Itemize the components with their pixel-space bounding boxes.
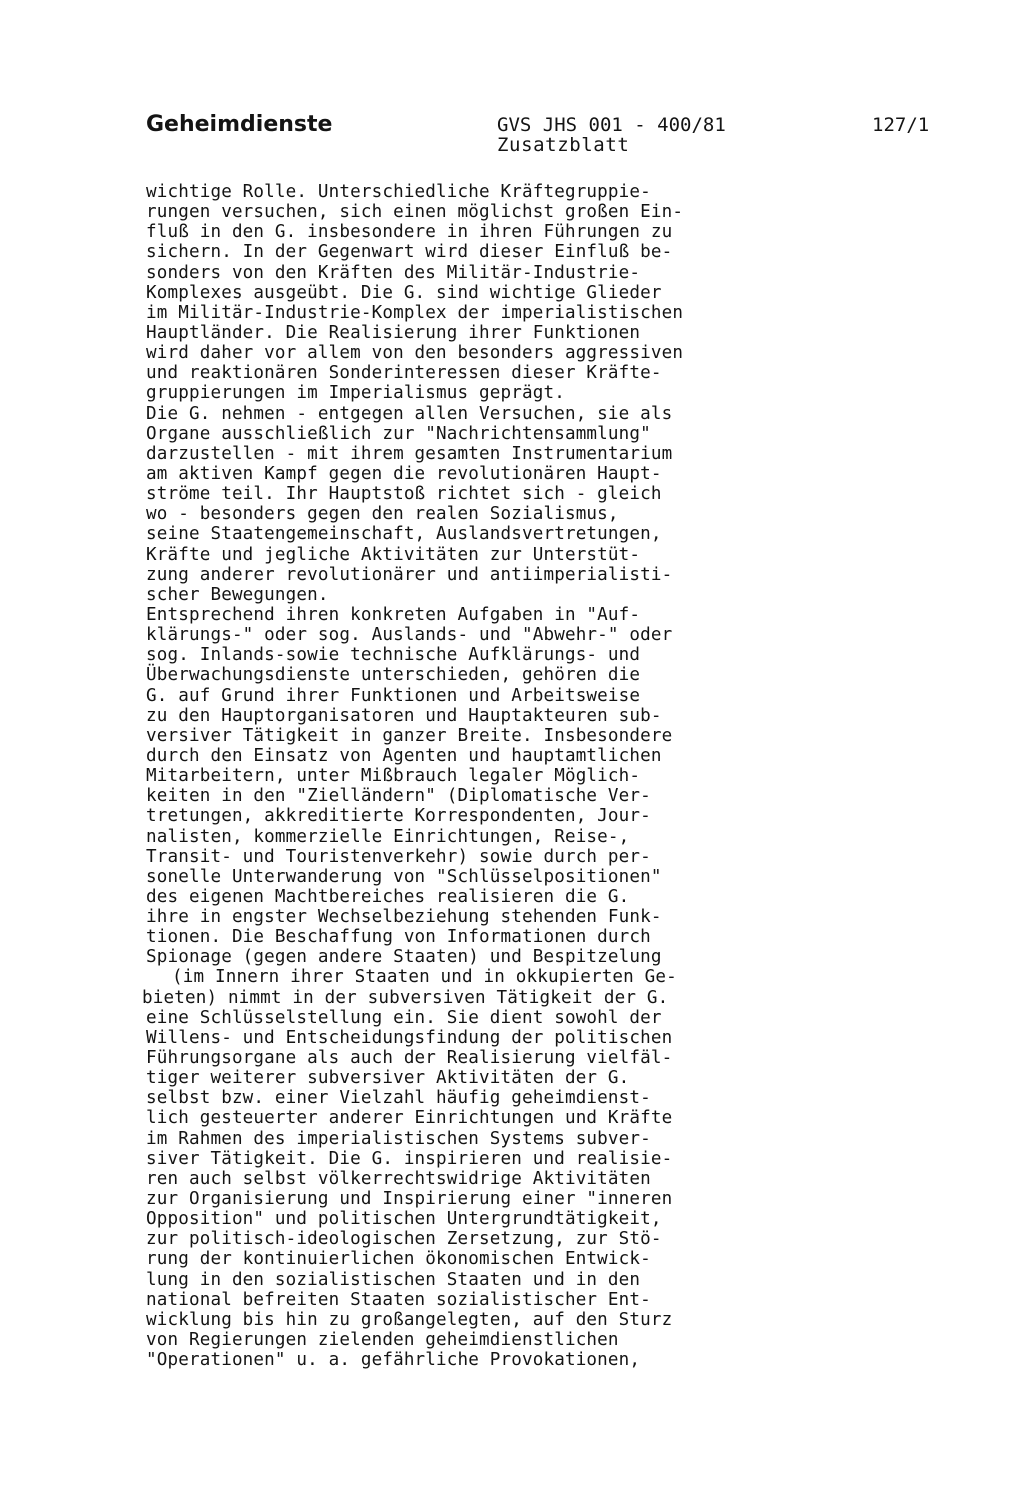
text-line: im Militär-Industrie-Komplex der imperialistischen (146, 302, 684, 323)
text-line: sog. Inlands-sowie technische Aufklärungs- und (146, 645, 641, 666)
text-line: sonelle Unterwanderung von "Schlüsselpositionen" (146, 866, 662, 887)
document-reference: GVS JHS 001 - 400/81 (497, 114, 726, 136)
text-line: ströme teil. Ihr Hauptstoß richtet sich - gleich (146, 484, 662, 505)
text-line: versiver Tätigkeit in ganzer Breite. Insbesondere (146, 725, 673, 746)
text-line: Transit- und Touristenverkehr) sowie durch per- (146, 846, 651, 867)
text-line: fluß in den G. insbesondere in ihren Führungen zu (146, 222, 673, 243)
text-line: siver Tätigkeit. Die G. inspirieren und realisie- (146, 1148, 673, 1169)
text-line: gruppierungen im Imperialismus geprägt. (146, 383, 565, 404)
text-line: am aktiven Kampf gegen die revolutionären Haupt- (146, 463, 662, 484)
text-line: ihre in engster Wechselbeziehung stehenden Funk- (146, 907, 662, 928)
text-line: Spionage (gegen andere Staaten) und Bespitzelung (146, 947, 662, 968)
text-line: klärungs-" oder sog. Auslands- und "Abwehr-" oder (146, 625, 673, 646)
text-line: Überwachungsdienste unterschieden, gehören die (146, 665, 641, 686)
text-line: Komplexes ausgeübt. Die G. sind wichtige Glieder (146, 282, 662, 303)
text-line: lung in den sozialistischen Staaten und in den (146, 1269, 641, 1290)
text-line: wo - besonders gegen den realen Sozialismus, (146, 504, 619, 525)
text-line: wichtige Rolle. Unterschiedliche Kräftegruppie- (146, 182, 651, 202)
body-text (142, 182, 786, 1371)
text-line: im Rahmen des imperialistischen Systems subver- (146, 1128, 651, 1149)
text-line: des eigenen Machtbereiches realisieren die G. (146, 886, 630, 907)
text-line: tretungen, akkreditierte Korrespondenten, Jour- (146, 806, 651, 827)
document-subtitle: Zusatzblatt (497, 134, 630, 156)
text-line: sonders von den Kräften des Militär-Industrie- (146, 262, 641, 283)
text-line: Organe ausschließlich zur "Nachrichtensammlung" (146, 423, 651, 444)
text-line: Die G. nehmen - entgegen allen Versuchen, sie als (146, 403, 673, 424)
text-line: zu den Hauptorganisatoren und Hauptakteuren sub- (146, 705, 662, 726)
text-line: (im Innern ihrer Staaten und in okkupierten Ge- (172, 967, 677, 988)
text-line: zung anderer revolutionärer und antiimperialisti- (146, 564, 673, 585)
page-number: 127/1 (872, 114, 930, 136)
text-line: sichern. In der Gegenwart wird dieser Einfluß be- (146, 242, 673, 263)
text-line: national befreiten Staaten sozialistischer Ent- (146, 1289, 651, 1310)
text-line: selbst bzw. einer Vielzahl häufig geheimdienst- (146, 1088, 651, 1109)
text-line: Kräfte und jegliche Aktivitäten zur Unterstüt- (146, 544, 641, 565)
text-line: von Regierungen zielenden geheimdienstlichen (146, 1330, 619, 1351)
text-line: Opposition" und politischen Untergrundtätigkeit, (146, 1209, 662, 1230)
text-line: zur politisch-ideologischen Zersetzung, zur Stö- (146, 1229, 662, 1250)
text-line: durch den Einsatz von Agenten und hauptamtlichen (146, 745, 662, 766)
text-line: scher Bewegungen. (146, 584, 329, 605)
text-line: rungen versuchen, sich einen möglichst großen Ein- (146, 202, 684, 223)
text-line: und reaktionären Sonderinteressen dieser Kräfte- (146, 363, 662, 384)
text-line: zur Organisierung und Inspirierung einer "inneren (146, 1189, 673, 1210)
text-line: "Operationen" u. a. gefährliche Provokationen, (146, 1350, 641, 1371)
text-line: Entsprechend ihren konkreten Aufgaben in "Auf- (146, 604, 641, 625)
text-line: seine Staatengemeinschaft, Auslandsvertretungen, (146, 524, 662, 545)
text-line: tionen. Die Beschaffung von Informationen durch (146, 927, 651, 948)
text-line: Willens- und Entscheidungsfindung der politischen (146, 1027, 673, 1048)
text-line: eine Schlüsselstellung ein. Sie dient sowohl der (146, 1007, 662, 1028)
text-line: darzustellen - mit ihrem gesamten Instrumentarium (146, 443, 673, 464)
text-line: tiger weiterer subversiver Aktivitäten der G. (146, 1068, 630, 1089)
text-line: keiten in den "Zielländern" (Diplomatische Ver- (146, 786, 651, 807)
text-line: wird daher vor allem von den besonders aggressiven (146, 343, 684, 364)
text-line: bieten) nimmt in der subversiven Tätigkeit der G. (142, 987, 669, 1008)
document-title: Geheimdienste (146, 112, 333, 137)
text-line: Hauptländer. Die Realisierung ihrer Funktionen (146, 322, 641, 343)
text-line: Führungsorgane als auch der Realisierung vielfäl- (146, 1048, 673, 1069)
text-line: wicklung bis hin zu großangelegten, auf den Sturz (146, 1309, 673, 1330)
text-line: lich gesteuerter anderer Einrichtungen und Kräfte (146, 1108, 673, 1129)
text-line: ren auch selbst völkerrechtswidrige Aktivitäten (146, 1168, 651, 1189)
text-line: nalisten, kommerzielle Einrichtungen, Reise-, (146, 826, 630, 847)
text-line: Mitarbeitern, unter Mißbrauch legaler Möglich- (146, 766, 641, 787)
text-line: rung der kontinuierlichen ökonomischen Entwick- (146, 1249, 651, 1270)
text-line: G. auf Grund ihrer Funktionen und Arbeitsweise (146, 685, 641, 706)
